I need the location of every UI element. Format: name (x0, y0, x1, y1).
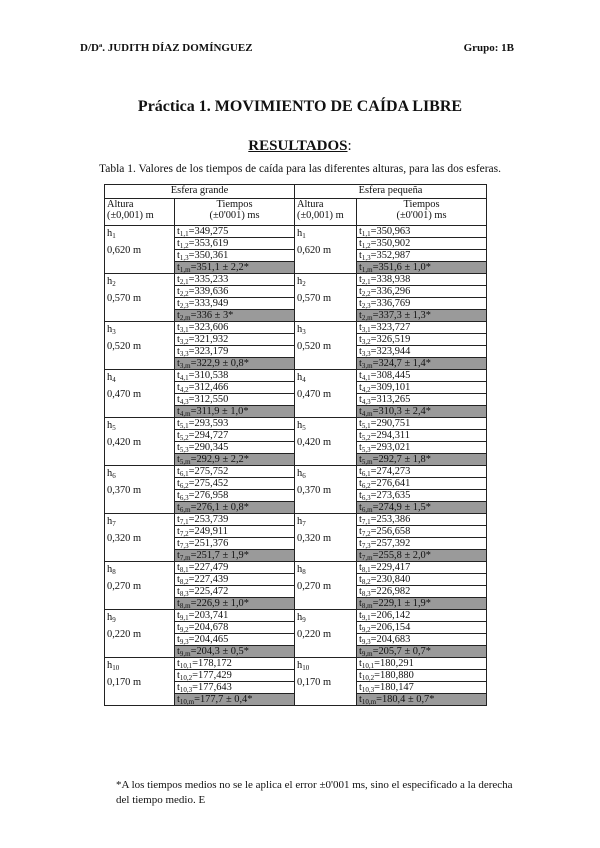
mean-time-big: $t_{6,m}=276,1 \pm 0,8*$ (175, 502, 295, 514)
time-value-big: $t_{7,3}=251,376$ (175, 538, 295, 550)
small-sphere-header: Esfera pequeña (295, 185, 487, 199)
time-value-small: $t_{10,1}=180,291$ (357, 658, 487, 670)
height-cell-small (295, 610, 357, 658)
time-value-big: $t_{4,2}=312,466$ (175, 382, 295, 394)
time-value-big: $t_{2,1}=335,233$ (175, 274, 295, 286)
time-value-big: $t_{5,3}=290,345$ (175, 442, 295, 454)
mean-time-big: $t_{1,m}=351,1 \pm 2,2*$ (175, 262, 295, 274)
time-value-small: $t_{8,2}=230,840$ (357, 574, 487, 586)
height-symbol: $h_4$ (107, 372, 116, 384)
table-row (105, 322, 487, 334)
time-value-small: $t_{1,1}=350,963$ (357, 226, 487, 238)
height-symbol: $h_3$ (297, 324, 306, 336)
time-value-small: $t_{3,1}=323,727$ (357, 322, 487, 334)
time-value-big: $t_{2,2}=339,636$ (175, 286, 295, 298)
height-symbol: $h_{10}$ (107, 660, 120, 672)
height-cell-big (105, 610, 175, 658)
time-value-small: $t_{5,2}=294,311$ (357, 430, 487, 442)
results-heading: RESULTADOS: (248, 138, 352, 154)
height-cell-small (295, 322, 357, 370)
height-cell-small (295, 274, 357, 322)
time-value-big: $t_{10,2}=177,429$ (175, 670, 295, 682)
height-cell-big (105, 274, 175, 322)
table-row (105, 562, 487, 574)
time-value-small: $t_{2,2}=336,296$ (357, 286, 487, 298)
height-value: 0,470 m (107, 389, 142, 400)
time-value-big: $t_{9,1}=203,741$ (175, 610, 295, 622)
mean-time-big: $t_{7,m}=251,7 \pm 1,9*$ (175, 550, 295, 562)
mean-time-small: $t_{2,m}=337,3 \pm 1,3*$ (357, 310, 487, 322)
height-cell-small (295, 226, 357, 274)
time-value-small: $t_{1,3}=352,987$ (357, 250, 487, 262)
height-symbol: $h_3$ (107, 324, 116, 336)
height-value: 0,270 m (297, 581, 332, 592)
height-value: 0,270 m (107, 581, 142, 592)
height-symbol: $h_5$ (107, 420, 116, 432)
height-cell-big (105, 466, 175, 514)
time-value-small: $t_{4,1}=308,445$ (357, 370, 487, 382)
time-value-small: $t_{9,1}=206,142$ (357, 610, 487, 622)
height-symbol: $h_8$ (297, 564, 306, 576)
time-value-small: $t_{8,1}=229,417$ (357, 562, 487, 574)
height-cell-big (105, 418, 175, 466)
table-row (105, 514, 487, 526)
height-cell-big (105, 226, 175, 274)
time-value-big: $t_{1,2}=353,619$ (175, 238, 295, 250)
time-value-big: $t_{6,1}=275,752$ (175, 466, 295, 478)
height-value: 0,570 m (297, 293, 332, 304)
time-value-small: $t_{4,2}=309,101$ (357, 382, 487, 394)
time-value-small: $t_{4,3}=313,265$ (357, 394, 487, 406)
time-value-small: $t_{9,2}=206,154$ (357, 622, 487, 634)
time-value-big: $t_{9,3}=204,465$ (175, 634, 295, 646)
mean-time-small: $t_{9,m}=205,7 \pm 0,7*$ (357, 646, 487, 658)
mean-time-small: $t_{6,m}=274,9 \pm 1,5*$ (357, 502, 487, 514)
height-symbol: $h_9$ (297, 612, 306, 624)
time-value-big: $t_{3,2}=321,932$ (175, 334, 295, 346)
height-cell-small (295, 658, 357, 706)
height-symbol: $h_2$ (107, 276, 116, 288)
time-value-big: $t_{9,2}=204,678$ (175, 622, 295, 634)
height-cell-small (295, 466, 357, 514)
time-value-small: $t_{3,2}=326,519$ (357, 334, 487, 346)
height-cell-small (295, 418, 357, 466)
mean-time-small: $t_{1,m}=351,6 \pm 1,0*$ (357, 262, 487, 274)
height-value: 0,520 m (107, 341, 142, 352)
table-column-header (105, 199, 487, 226)
height-value: 0,170 m (107, 677, 142, 688)
height-symbol: $h_2$ (297, 276, 306, 288)
footnote: *A los tiempos medios no se le aplica el error ±0'001 ms, sino el especificado a la derecha del tiempo medio. E (116, 779, 513, 806)
height-cell-small (295, 514, 357, 562)
time-value-small: $t_{7,2}=256,658$ (357, 526, 487, 538)
height-symbol: $h_9$ (107, 612, 116, 624)
mean-time-small: $t_{3,m}=324,7 \pm 1,4*$ (357, 358, 487, 370)
altura-header-big: Altura (±0,001) m (105, 199, 175, 226)
time-value-big: $t_{8,3}=225,472$ (175, 586, 295, 598)
author-name: D/Dª. JUDITH DÍAZ DOMÍNGUEZ (80, 42, 253, 54)
height-cell-big (105, 322, 175, 370)
table-caption: Tabla 1. Valores de los tiempos de caída para las diferentes alturas, para las dos esferas. (99, 163, 501, 175)
height-cell-big (105, 514, 175, 562)
time-value-big: $t_{8,2}=227,439$ (175, 574, 295, 586)
height-value: 0,620 m (297, 245, 332, 256)
time-value-big: $t_{1,3}=350,361$ (175, 250, 295, 262)
height-value: 0,370 m (297, 485, 332, 496)
page-title: Práctica 1. MOVIMIENTO DE CAÍDA LIBRE (137, 98, 463, 115)
fall-times-table (104, 184, 487, 706)
height-symbol: $h_{10}$ (297, 660, 310, 672)
mean-time-big: $t_{9,m}=204,3 \pm 0,5*$ (175, 646, 295, 658)
height-symbol: $h_5$ (297, 420, 306, 432)
time-value-big: $t_{6,2}=275,452$ (175, 478, 295, 490)
time-value-big: $t_{10,3}=177,643$ (175, 682, 295, 694)
time-value-small: $t_{8,3}=226,982$ (357, 586, 487, 598)
height-cell-big (105, 658, 175, 706)
height-value: 0,220 m (107, 629, 142, 640)
time-value-small: $t_{3,3}=323,944$ (357, 346, 487, 358)
page-header (80, 42, 514, 58)
time-value-big: $t_{5,2}=294,727$ (175, 430, 295, 442)
height-symbol: $h_1$ (107, 228, 116, 240)
table-group-header (105, 185, 487, 199)
time-value-big: $t_{7,2}=249,911$ (175, 526, 295, 538)
height-cell-small (295, 370, 357, 418)
time-value-big: $t_{10,1}=178,172$ (175, 658, 295, 670)
height-value: 0,170 m (297, 677, 332, 688)
mean-time-small: $t_{8,m}=229,1 \pm 1,9*$ (357, 598, 487, 610)
height-value: 0,320 m (297, 533, 332, 544)
time-value-small: $t_{10,2}=180,880$ (357, 670, 487, 682)
time-value-big: $t_{4,3}=312,550$ (175, 394, 295, 406)
tiempos-header-small: Tiempos (±0'001) ms (357, 199, 487, 226)
altura-header-small: Altura (±0,001) m (295, 199, 357, 226)
time-value-small: $t_{6,2}=276,641$ (357, 478, 487, 490)
group-label: Grupo: 1B (463, 42, 514, 54)
mean-time-big: $t_{5,m}=292,9 \pm 2,2*$ (175, 454, 295, 466)
height-symbol: $h_6$ (297, 468, 306, 480)
time-value-small: $t_{5,3}=293,021$ (357, 442, 487, 454)
time-value-small: $t_{2,1}=338,938$ (357, 274, 487, 286)
time-value-big: $t_{2,3}=333,949$ (175, 298, 295, 310)
mean-time-big: $t_{10,m}=177,7 \pm 0,4*$ (175, 694, 295, 706)
mean-time-big: $t_{4,m}=311,9 \pm 1,0*$ (175, 406, 295, 418)
time-value-big: $t_{8,1}=227,479$ (175, 562, 295, 574)
time-value-big: $t_{6,3}=276,958$ (175, 490, 295, 502)
time-value-big: $t_{1,1}=349,275$ (175, 226, 295, 238)
height-symbol: $h_6$ (107, 468, 116, 480)
time-value-small: $t_{5,1}=290,751$ (357, 418, 487, 430)
height-value: 0,620 m (107, 245, 142, 256)
height-symbol: $h_8$ (107, 564, 116, 576)
height-symbol: $h_7$ (107, 516, 116, 528)
tiempos-header-big: Tiempos (±0'001) ms (175, 199, 295, 226)
table-row (105, 274, 487, 286)
time-value-small: $t_{1,2}=350,902$ (357, 238, 487, 250)
big-sphere-header: Esfera grande (105, 185, 295, 199)
time-value-small: $t_{7,1}=253,386$ (357, 514, 487, 526)
time-value-big: $t_{4,1}=310,538$ (175, 370, 295, 382)
time-value-small: $t_{10,3}=180,147$ (357, 682, 487, 694)
results-heading-text: RESULTADOS (248, 138, 348, 154)
mean-time-big: $t_{8,m}=226,9 \pm 1,0*$ (175, 598, 295, 610)
table-row (105, 610, 487, 622)
time-value-big: $t_{5,1}=293,593$ (175, 418, 295, 430)
height-cell-big (105, 370, 175, 418)
height-cell-big (105, 562, 175, 610)
table-row (105, 370, 487, 382)
height-cell-small (295, 562, 357, 610)
height-symbol: $h_7$ (297, 516, 306, 528)
mean-time-small: $t_{5,m}=292,7 \pm 1,8*$ (357, 454, 487, 466)
height-value: 0,320 m (107, 533, 142, 544)
mean-time-small: $t_{4,m}=310,3 \pm 2,4*$ (357, 406, 487, 418)
time-value-big: $t_{3,3}=323,179$ (175, 346, 295, 358)
time-value-big: $t_{3,1}=323,606$ (175, 322, 295, 334)
mean-time-small: $t_{7,m}=255,8 \pm 2,0*$ (357, 550, 487, 562)
height-symbol: $h_1$ (297, 228, 306, 240)
time-value-small: $t_{2,3}=336,769$ (357, 298, 487, 310)
time-value-small: $t_{9,3}=204,683$ (357, 634, 487, 646)
table-row (105, 226, 487, 238)
table-row (105, 418, 487, 430)
height-value: 0,520 m (297, 341, 332, 352)
height-value: 0,370 m (107, 485, 142, 496)
table-row (105, 658, 487, 670)
time-value-small: $t_{6,1}=274,273$ (357, 466, 487, 478)
height-value: 0,570 m (107, 293, 142, 304)
table-row (105, 466, 487, 478)
time-value-small: $t_{7,3}=257,392$ (357, 538, 487, 550)
height-value: 0,420 m (297, 437, 332, 448)
time-value-big: $t_{7,1}=253,739$ (175, 514, 295, 526)
height-value: 0,470 m (297, 389, 332, 400)
mean-time-small: $t_{10,m}=180,4 \pm 0,7*$ (357, 694, 487, 706)
height-value: 0,220 m (297, 629, 332, 640)
mean-time-big: $t_{2,m}=336 \pm 3*$ (175, 310, 295, 322)
height-symbol: $h_4$ (297, 372, 306, 384)
mean-time-big: $t_{3,m}=322,9 \pm 0,8*$ (175, 358, 295, 370)
height-value: 0,420 m (107, 437, 142, 448)
time-value-small: $t_{6,3}=273,635$ (357, 490, 487, 502)
